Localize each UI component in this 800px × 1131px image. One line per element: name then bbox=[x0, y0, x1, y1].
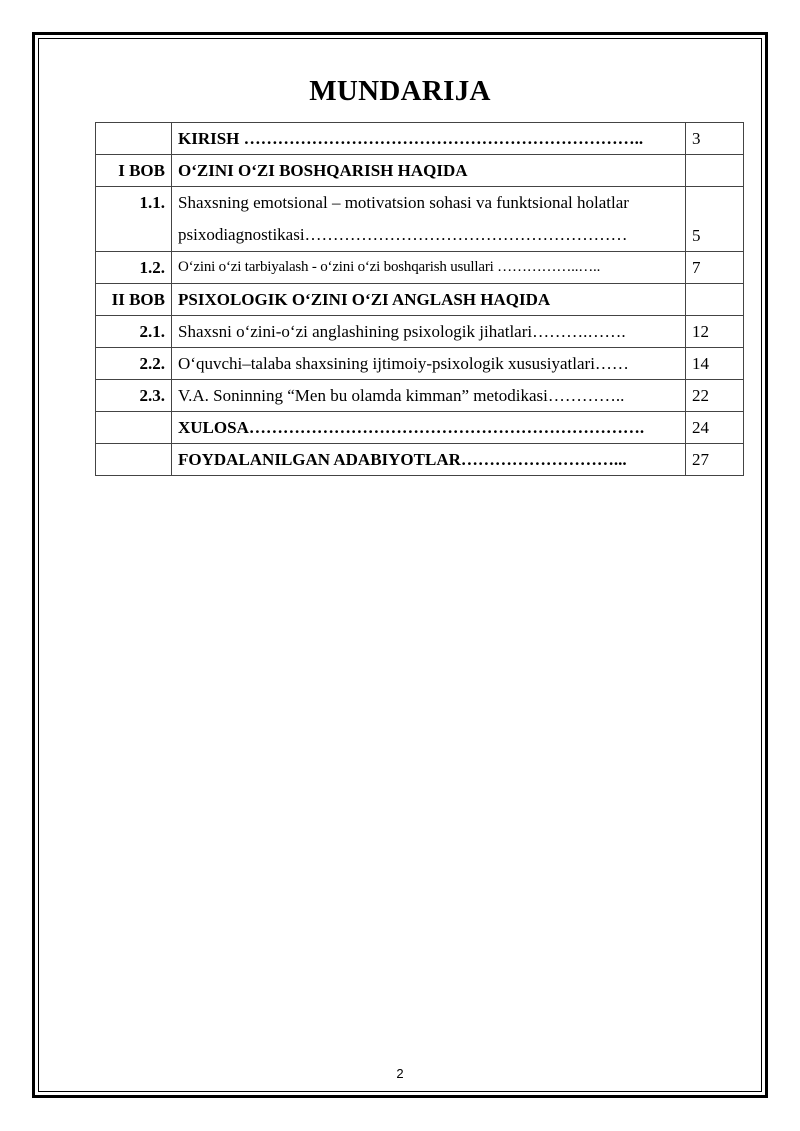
toc-page-number: 5 bbox=[686, 187, 744, 252]
toc-number: 2.1. bbox=[96, 316, 172, 348]
toc-row-chapter-1 bbox=[96, 155, 744, 187]
toc-number bbox=[96, 412, 172, 444]
toc-page-number: 24 bbox=[686, 412, 744, 444]
toc-row-1-2 bbox=[96, 252, 744, 284]
toc-entry-text: XULOSA……………………………………………………………. bbox=[172, 412, 686, 444]
toc-page-number bbox=[686, 284, 744, 316]
toc-row-chapter-2 bbox=[96, 284, 744, 316]
toc-entry-line-2: psixodiagnostikasi………………………………………………… bbox=[178, 225, 628, 244]
toc-page-number: 12 bbox=[686, 316, 744, 348]
toc-entry-text: O‘ZINI O‘ZI BOSHQARISH HAQIDA bbox=[172, 155, 686, 187]
toc-page-number: 27 bbox=[686, 444, 744, 476]
toc-row-2-2 bbox=[96, 348, 744, 380]
toc-number: 1.2. bbox=[96, 252, 172, 284]
toc-entry-text: V.A. Soninning “Men bu olamda kimman” metodikasi………….. bbox=[172, 380, 686, 412]
toc-entry-text: Shaxsni o‘zini-o‘zi anglashining psixologik jihatlari……….……. bbox=[172, 316, 686, 348]
toc-row-2-1 bbox=[96, 316, 744, 348]
toc-page-number: 3 bbox=[686, 123, 744, 155]
toc-page-number: 14 bbox=[686, 348, 744, 380]
toc-entry-text: KIRISH …………………………………………………………….. bbox=[172, 123, 686, 155]
toc-row-kirish bbox=[96, 123, 744, 155]
toc-number bbox=[96, 444, 172, 476]
toc-entry-text: PSIXOLOGIK O‘ZINI O‘ZI ANGLASH HAQIDA bbox=[172, 284, 686, 316]
toc-entry-text: O‘zini o‘zi tarbiyalash - o‘zini o‘zi boshqarish usullari ……………..….. bbox=[172, 252, 686, 284]
toc-number bbox=[96, 123, 172, 155]
toc-entry-line-1: Shaxsning emotsional – motivatsion sohasi va funktsional holatlar bbox=[178, 193, 629, 212]
page-number: 2 bbox=[396, 1066, 404, 1081]
toc-page-number: 22 bbox=[686, 380, 744, 412]
toc-row-1-1 bbox=[96, 187, 744, 252]
table-of-contents bbox=[95, 122, 744, 476]
toc-row-xulosa bbox=[96, 412, 744, 444]
toc-number: 1.1. bbox=[96, 187, 172, 252]
toc-page-number bbox=[686, 155, 744, 187]
toc-number: 2.2. bbox=[96, 348, 172, 380]
toc-row-references bbox=[96, 444, 744, 476]
toc-number: 2.3. bbox=[96, 380, 172, 412]
toc-entry-text: FOYDALANILGAN ADABIYOTLAR………………………... bbox=[172, 444, 686, 476]
toc-page-number: 7 bbox=[686, 252, 744, 284]
toc-number: II BOB bbox=[96, 284, 172, 316]
toc-number: I BOB bbox=[96, 155, 172, 187]
page-title: MUNDARIJA bbox=[309, 75, 491, 107]
toc-entry-text: O‘quvchi–talaba shaxsining ijtimoiy-psixologik xususiyatlari…… bbox=[172, 348, 686, 380]
toc-row-2-3 bbox=[96, 380, 744, 412]
toc-entry-text bbox=[172, 187, 686, 252]
